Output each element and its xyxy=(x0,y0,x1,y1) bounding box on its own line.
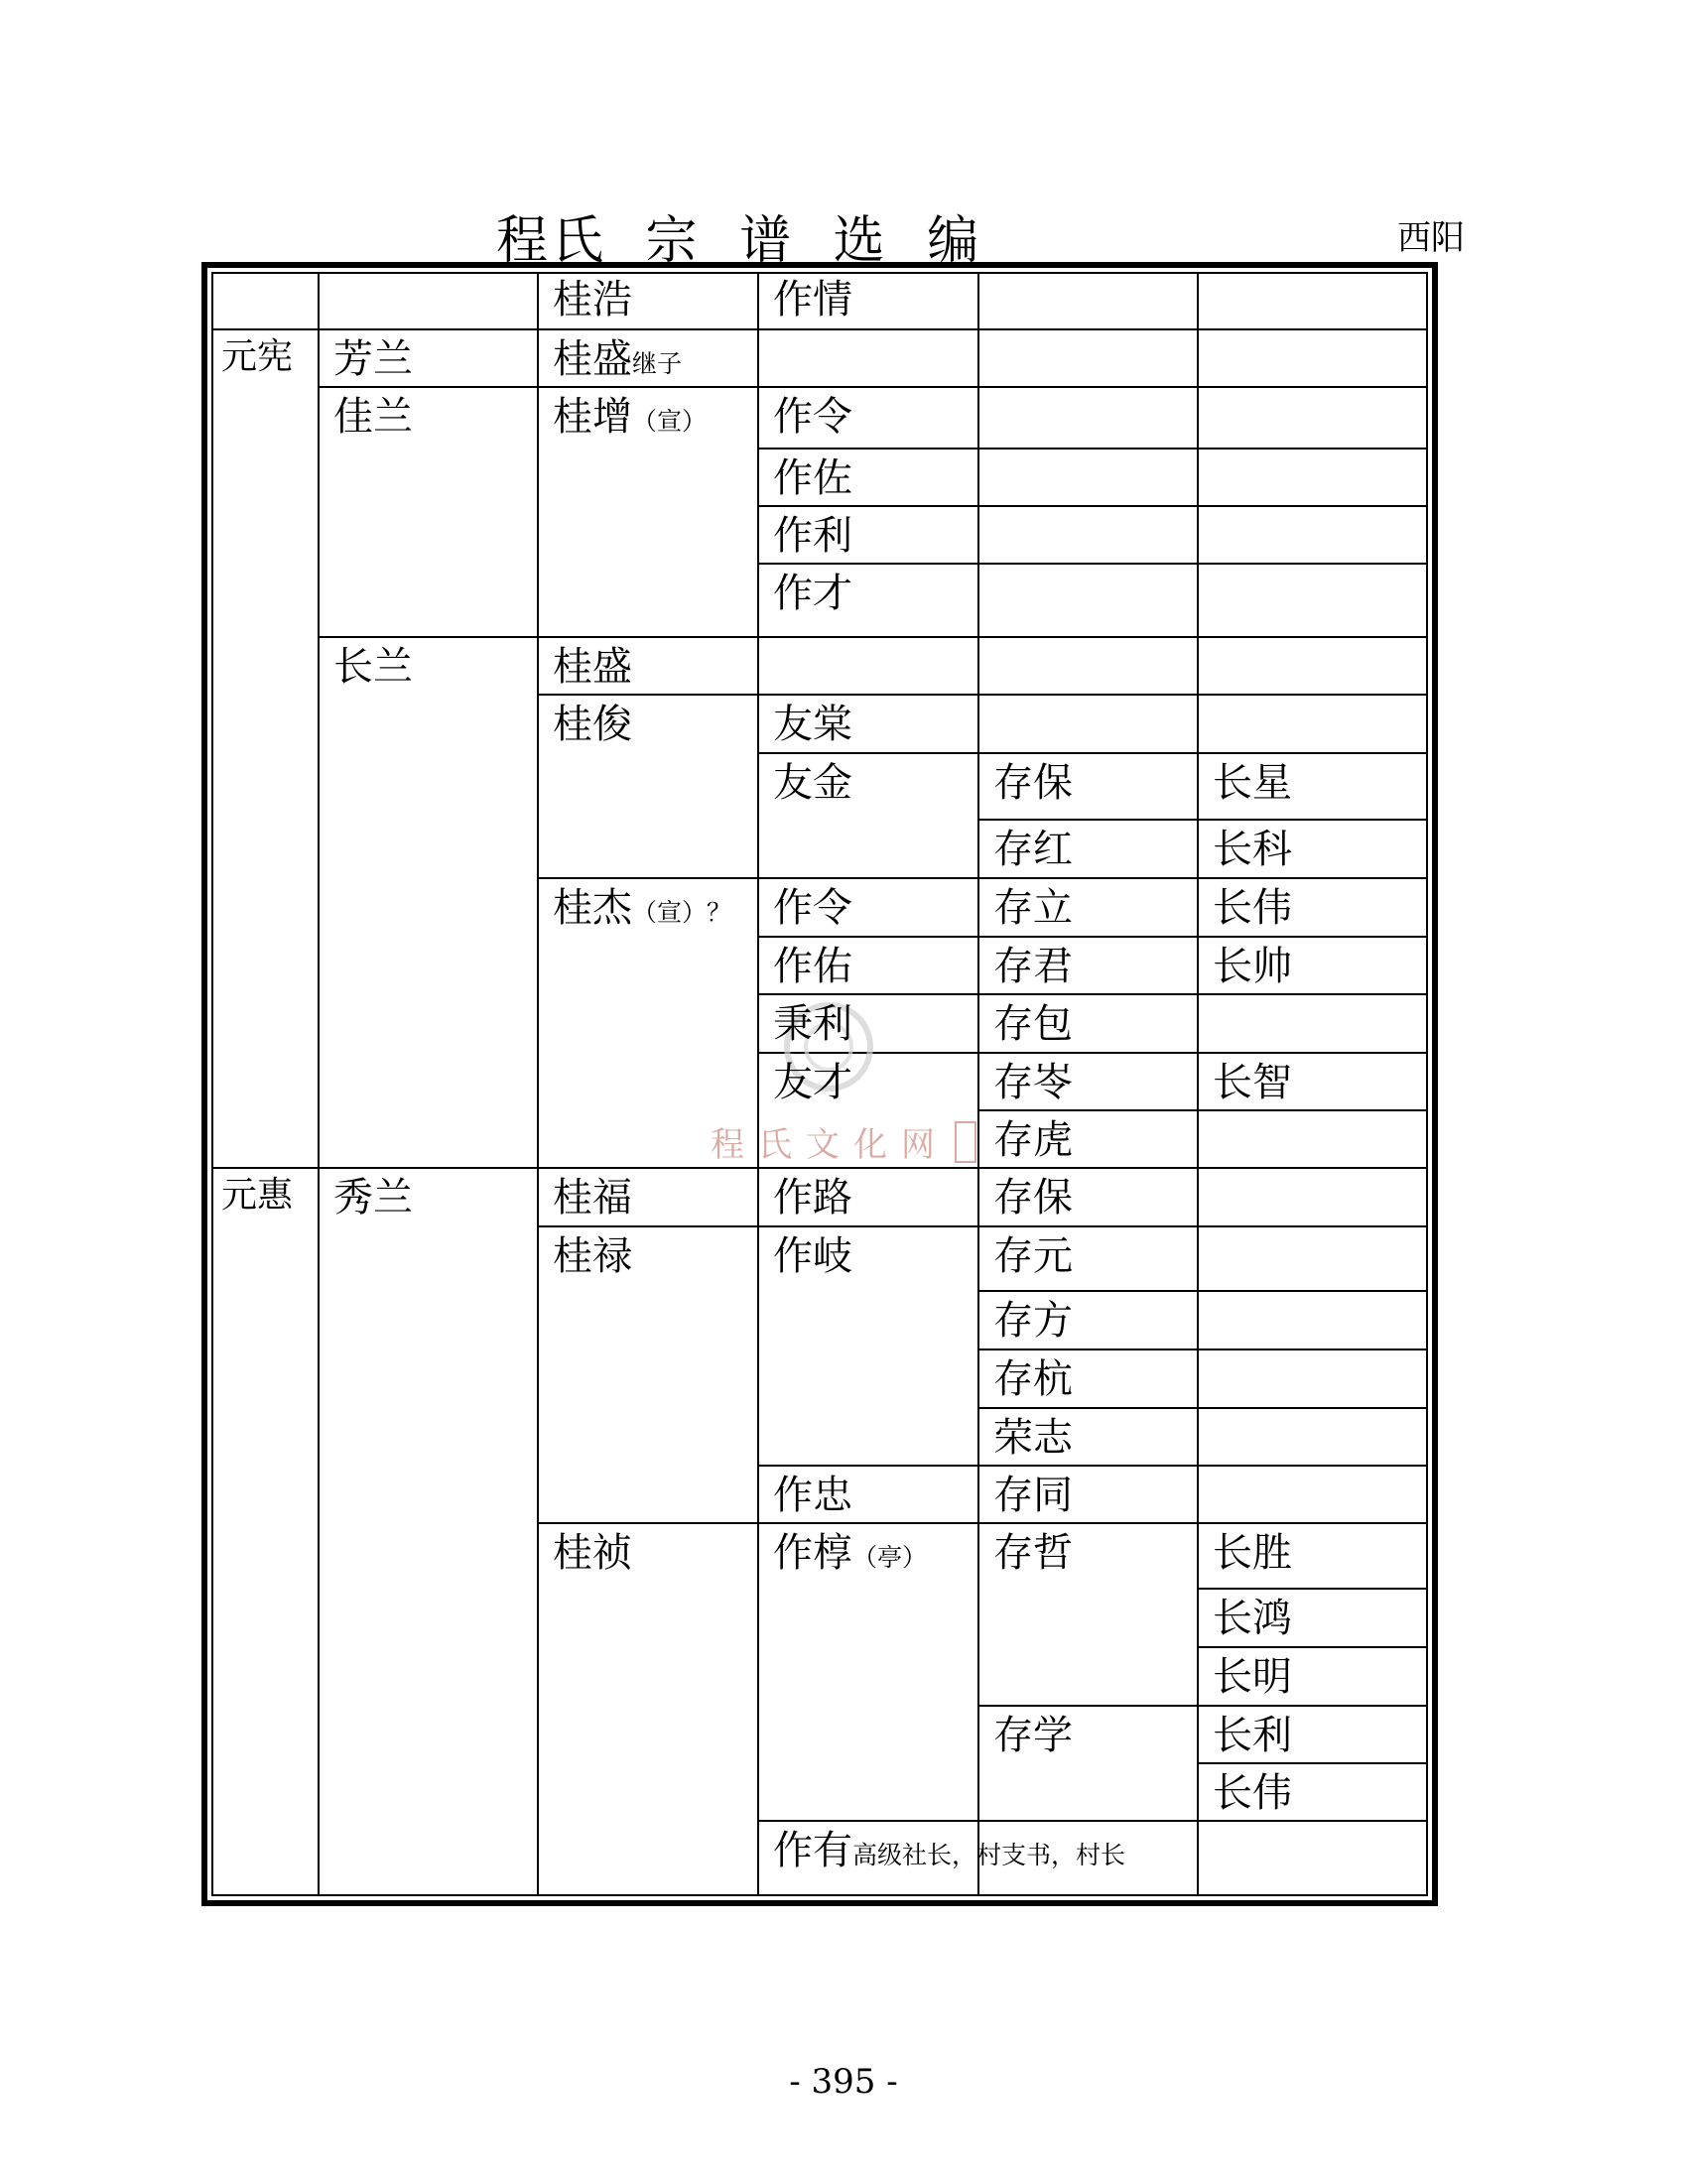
generation-4-name: 作才 xyxy=(773,571,852,616)
generation-6-name: 长胜 xyxy=(1213,1530,1292,1576)
generation-3-name: 桂祯 xyxy=(553,1530,632,1576)
column-divider xyxy=(537,272,539,1896)
generation-4-name: 作佑 xyxy=(773,944,852,989)
row-divider xyxy=(211,1167,1428,1169)
generation-4-name: 作利 xyxy=(773,513,852,559)
watermark-text: 程氏文化网 xyxy=(711,1125,949,1165)
name-note: 高级社长，村支书，村长 xyxy=(852,1841,1126,1869)
name-note: （宣）？ xyxy=(632,898,732,927)
generation-3-name: 桂盛 xyxy=(553,644,632,690)
row-divider xyxy=(537,1522,1428,1524)
generation-5-name: 存哲 xyxy=(993,1530,1073,1576)
generation-4-name: 作路 xyxy=(773,1175,852,1220)
generation-5-name: 存君 xyxy=(993,944,1073,989)
generation-5-name: 存保 xyxy=(993,760,1073,806)
generation-6-name: 长帅 xyxy=(1213,944,1292,989)
row-divider xyxy=(977,1349,1428,1350)
column-divider xyxy=(757,272,759,1896)
row-divider xyxy=(977,819,1428,821)
generation-5-name: 存方 xyxy=(993,1298,1073,1344)
title-char: 谱 xyxy=(739,211,796,271)
generation-6-name: 长星 xyxy=(1213,760,1292,806)
generation-2-name: 秀兰 xyxy=(333,1175,413,1220)
generation-6-name: 长鸿 xyxy=(1213,1596,1292,1641)
generation-6-name: 长伟 xyxy=(1213,1770,1292,1816)
row-divider xyxy=(977,1705,1428,1707)
generation-4-name: 友金 xyxy=(773,760,852,806)
generation-6-name: 长明 xyxy=(1213,1654,1292,1700)
generation-5-name: 存岺 xyxy=(993,1060,1073,1105)
row-divider xyxy=(537,1225,1428,1227)
generation-4-name: 作令 xyxy=(773,394,852,440)
title-char: 宗 xyxy=(645,211,702,271)
generation-5-name: 存元 xyxy=(993,1233,1073,1279)
row-divider xyxy=(318,636,1428,638)
generation-4-name: 作椁（亭） xyxy=(773,1530,928,1576)
row-divider xyxy=(757,1820,1428,1822)
generation-2-name: 芳兰 xyxy=(333,336,413,382)
row-divider xyxy=(537,877,1428,879)
generation-6-name: 长伟 xyxy=(1213,885,1292,931)
generation-3-name: 桂盛继子 xyxy=(553,336,683,382)
name-note: 继子 xyxy=(632,349,683,378)
generation-5-name: 存红 xyxy=(993,827,1073,872)
generation-5-name: 存虎 xyxy=(993,1117,1073,1163)
row-divider xyxy=(318,386,1428,388)
generation-4-name: 作佐 xyxy=(773,455,852,501)
row-divider xyxy=(1197,1588,1428,1590)
generation-4-name: 秉利 xyxy=(773,1001,852,1047)
title-char: 选 xyxy=(833,211,889,271)
column-divider xyxy=(318,272,320,1896)
column-divider xyxy=(1197,272,1199,1896)
region-label: 西阳 xyxy=(1397,218,1465,258)
generation-3-name: 桂浩 xyxy=(553,277,632,322)
generation-1-name: 元宪 xyxy=(221,336,294,377)
generation-3-name: 桂增（宣） xyxy=(553,394,708,440)
generation-3-name: 桂杰（宣）？ xyxy=(553,885,732,931)
row-divider xyxy=(757,1465,1428,1467)
generation-4-name: 作忠 xyxy=(773,1473,852,1518)
page-number: - 395 - xyxy=(789,2062,898,2102)
generation-5-name: 存同 xyxy=(993,1473,1073,1518)
row-divider xyxy=(211,328,1428,330)
row-divider xyxy=(977,1407,1428,1409)
row-divider xyxy=(757,505,1428,507)
row-divider xyxy=(977,1109,1428,1111)
generation-6-name: 长利 xyxy=(1213,1713,1292,1758)
row-divider xyxy=(757,563,1428,565)
generation-6-name: 长智 xyxy=(1213,1060,1292,1105)
generation-3-name: 桂禄 xyxy=(553,1233,632,1279)
generation-5-name: 存杭 xyxy=(993,1356,1073,1402)
generation-3-name: 桂俊 xyxy=(553,702,632,747)
title-char: 程氏 xyxy=(496,211,608,271)
generation-4-name: 作情 xyxy=(773,277,852,322)
row-divider xyxy=(757,936,1428,938)
column-divider xyxy=(977,272,979,1896)
row-divider xyxy=(977,1290,1428,1292)
generation-5-name: 荣志 xyxy=(993,1415,1073,1461)
generation-5-name: 存学 xyxy=(993,1713,1073,1758)
name-note: （亭） xyxy=(852,1543,928,1572)
row-divider xyxy=(757,993,1428,995)
generation-6-name: 长科 xyxy=(1213,827,1292,872)
generation-2-name: 长兰 xyxy=(333,644,413,690)
generation-4-name: 作有高级社长，村支书，村长 xyxy=(773,1828,1126,1873)
generation-1-name: 元惠 xyxy=(221,1175,294,1216)
generation-5-name: 存保 xyxy=(993,1175,1073,1220)
generation-4-name: 友才 xyxy=(773,1060,852,1105)
row-divider xyxy=(757,752,1428,754)
watermark-stamp xyxy=(955,1121,976,1163)
generation-4-name: 作岐 xyxy=(773,1233,852,1279)
generation-5-name: 存包 xyxy=(993,1001,1073,1047)
row-divider xyxy=(537,694,1428,696)
generation-3-name: 桂福 xyxy=(553,1175,632,1220)
name-note: （宣） xyxy=(632,407,708,436)
generation-5-name: 存立 xyxy=(993,885,1073,931)
row-divider xyxy=(1197,1762,1428,1764)
title-char: 编 xyxy=(927,211,983,271)
generation-2-name: 佳兰 xyxy=(333,394,413,440)
row-divider xyxy=(757,448,1428,450)
generation-4-name: 作令 xyxy=(773,885,852,931)
generation-4-name: 友棠 xyxy=(773,702,852,747)
row-divider xyxy=(1197,1646,1428,1648)
